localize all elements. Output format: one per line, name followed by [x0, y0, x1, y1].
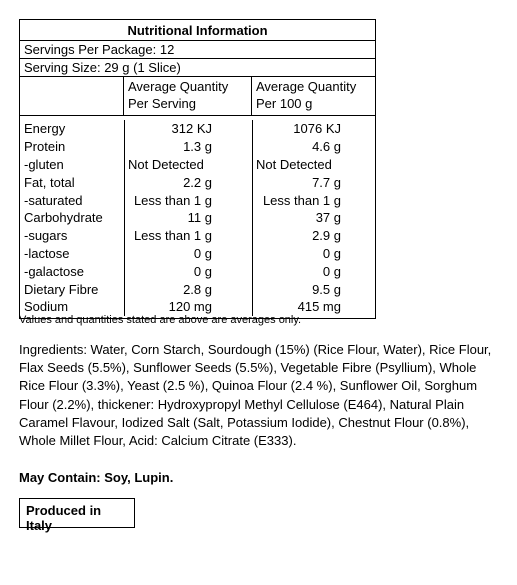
nutrient-per-serving: 2.2 g: [183, 174, 212, 190]
header-per-serving-line2: Per Serving: [128, 96, 196, 111]
allergen-statement: May Contain: Soy, Lupin.: [19, 470, 174, 485]
nutrient-row: [20, 245, 375, 263]
nutrient-row: [20, 138, 375, 156]
nutrient-per-serving: 312 KJ: [171, 121, 212, 137]
nutrient-row: [20, 280, 375, 298]
nutrient-per-serving: 11 g: [187, 210, 212, 226]
nutrient-label: Fat, total: [24, 174, 75, 190]
serving-size: Serving Size: 29 g (1 Slice): [20, 59, 375, 77]
nutrient-row: [20, 173, 375, 191]
averages-note: Values and quantities stated are above are averages only.: [19, 314, 302, 326]
servings-per-package: Servings Per Package: 12: [20, 41, 375, 59]
nutrient-per-serving: 0 g: [193, 263, 212, 279]
nutrient-label: Dietary Fibre: [24, 281, 99, 297]
header-blank: [20, 77, 124, 115]
header-per-serving: [124, 77, 252, 115]
column-divider: [252, 120, 253, 316]
nutrient-per-100g: 2.9 g: [312, 228, 341, 244]
nutrient-label: Protein: [24, 139, 66, 155]
nutrient-per-serving: 2.8 g: [183, 281, 212, 297]
nutrient-label: -saturated: [24, 192, 83, 208]
origin-label: Produced in Italy: [26, 503, 102, 533]
nutrient-label: -galactose: [24, 263, 84, 279]
nutrient-label: -sugars: [24, 228, 68, 244]
nutrient-per-serving: Less than 1 g: [133, 192, 212, 208]
nutrient-row: [20, 262, 375, 280]
column-header-row: [20, 77, 375, 116]
nutrient-row: [20, 191, 375, 209]
nutrient-per-serving: Not Detected: [128, 156, 204, 172]
nutrient-per-serving: 1.3 g: [183, 139, 212, 155]
nutrient-label: -lactose: [24, 245, 70, 261]
nutrient-per-100g: 9.5 g: [312, 281, 341, 297]
nutrient-per-100g: 4.6 g: [312, 139, 341, 155]
nutrient-per-100g: 1076 KJ: [293, 121, 341, 137]
nutrient-per-100g: Less than 1 g: [262, 192, 341, 208]
nutrient-row: [20, 209, 375, 227]
nutrient-per-100g: Not Detected: [256, 156, 332, 172]
nutrient-per-serving: 120 mg: [168, 299, 212, 315]
nutrient-label: Sodium: [24, 299, 69, 315]
panel-title: Nutritional Information: [20, 20, 375, 41]
header-per-100g-line1: Average Quantity: [256, 79, 357, 94]
ingredients-text: Ingredients: Water, Corn Starch, Sourdough (15%) (Rice Flour, Water), Rice Flour, Flax Seeds (5.5%), Sunflower Seeds (5.5%), Vegetable Fibre (Psyllium), Whole Rice Flour (3.3%), Yeast (2.5 %), Quinoa Flour (2.4 %), Sunflower Oil, Sorghum Flour (2.2%), thickener: Hydroxypropyl Methyl Cellulose (E464), Natural Plain Caramel Flavour, Iodized Salt (Salt, Potassium Iodide), Chestnut Flour (0.8%), Whole Millet Flour, Acid: Calcium Citrate (E333).: [19, 342, 492, 449]
nutrient-label: Energy: [24, 121, 66, 137]
origin-box: [19, 498, 135, 533]
nutrient-per-serving: Less than 1 g: [133, 228, 212, 244]
nutrition-panel: [19, 19, 376, 319]
nutrient-per-100g: 0 g: [322, 245, 341, 261]
nutrient-per-100g: 415 mg: [297, 299, 341, 315]
header-per-100g: [252, 77, 375, 115]
column-divider: [124, 120, 125, 316]
nutrient-per-100g: 7.7 g: [312, 174, 341, 190]
nutrient-label: Carbohydrate: [24, 210, 103, 226]
nutrient-row: [20, 156, 375, 174]
nutrient-row: [20, 227, 375, 245]
header-per-serving-line1: Average Quantity: [128, 79, 229, 94]
nutrient-per-100g: 37 g: [315, 210, 341, 226]
nutrient-row: [20, 120, 375, 138]
nutrient-label: -gluten: [24, 156, 64, 172]
header-per-100g-line2: Per 100 g: [256, 96, 313, 111]
nutrient-per-serving: 0 g: [193, 245, 212, 261]
nutrient-per-100g: 0 g: [322, 263, 341, 279]
nutrient-rows: [20, 116, 375, 318]
